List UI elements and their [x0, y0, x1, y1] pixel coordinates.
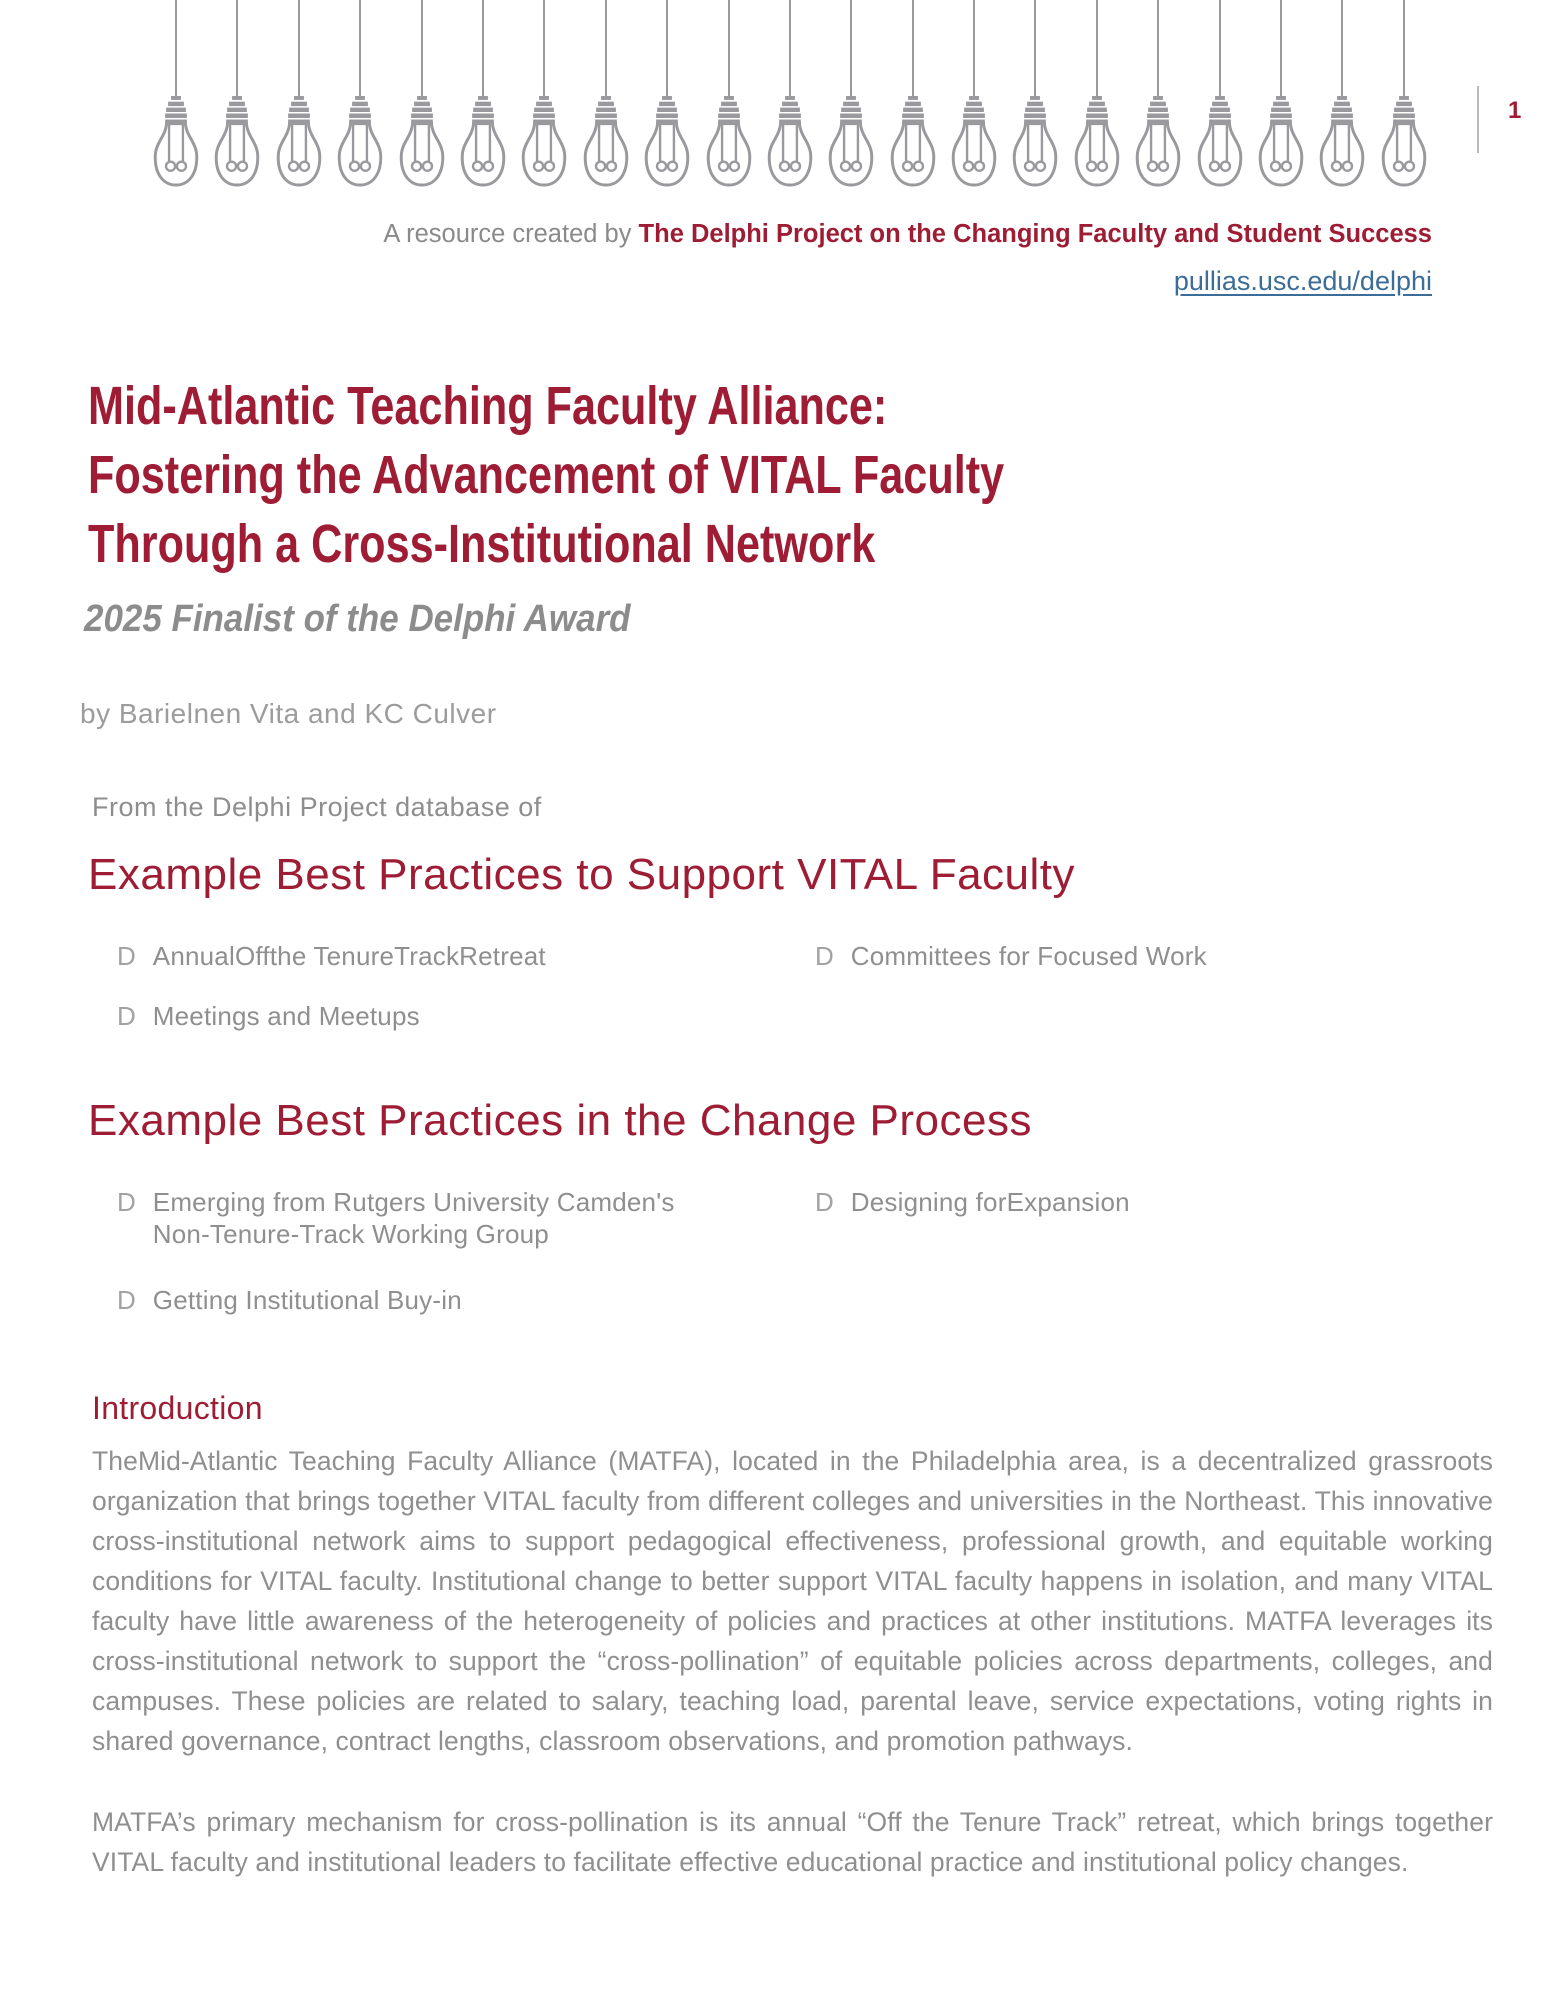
- lightbulb-icon: [823, 0, 879, 188]
- lightbulb-icon: [946, 0, 1002, 188]
- lightbulb-icon: [578, 0, 634, 188]
- list-item: [815, 940, 1458, 972]
- page-number: 1: [1508, 97, 1522, 124]
- lightbulb-icon: [701, 0, 757, 188]
- lightbulb-icon: [209, 0, 265, 188]
- resource-credit-prefix: A resource created by: [383, 220, 639, 248]
- list-item: [815, 1186, 1458, 1218]
- resource-credit-org: The Delphi Project on the Changing Faculty and Student Success: [638, 220, 1432, 248]
- bullet-glyph: D: [117, 1187, 136, 1217]
- lightbulb-icon: [1314, 0, 1370, 188]
- lightbulb-icon: [1192, 0, 1248, 188]
- byline: by Barielnen Vita and KC Culver: [80, 698, 497, 729]
- lightbulb-icon: [1069, 0, 1125, 188]
- bullet-glyph: D: [815, 1187, 834, 1217]
- lightbulb-icon: [332, 0, 388, 188]
- lightbulb-icon: [516, 0, 572, 188]
- list-item-label: Designing forExpansion: [850, 1187, 1130, 1217]
- lightbulb-icon: [1007, 0, 1063, 188]
- list-item-label: Getting Institutional Buy-in: [152, 1285, 462, 1315]
- lightbulb-icon: [639, 0, 695, 188]
- lightbulb-icon: [885, 0, 941, 188]
- list-item: [117, 1284, 815, 1316]
- list-item-label: Meetings and Meetups: [152, 1001, 420, 1031]
- document-title-line1: Mid-Atlantic Teaching Faculty Alliance:: [88, 376, 888, 436]
- lightbulb-icon: [148, 0, 204, 188]
- lightbulb-icon: [1253, 0, 1309, 188]
- list-item: [117, 940, 815, 972]
- list-item-label: AnnualOffthe TenureTrackRetreat: [152, 941, 546, 971]
- page-number-divider: [1477, 86, 1479, 153]
- lightbulb-icon: [455, 0, 511, 188]
- lightbulb-row: [148, 0, 1432, 188]
- introduction-paragraph-1: TheMid-Atlantic Teaching Faculty Alliance (MATFA), located in the Philadelphia area, is a decentralized grassroots organization that brings together VITAL faculty from different colleges and universities in the Northeast. This innovative cross-institutional network aims to support pedagogical effectiveness, professional growth, and equitable working conditions for VITAL faculty. Institutional change to better support VITAL faculty happens in isolation, and many VITAL faculty have little awareness of the heterogeneity of policies and practices at other institutions. MATFA leverages its cross-institutional network to support the “cross-pollination” of equitable policies across departments, colleges, and campuses. These policies are related to salary, teaching load, parental leave, service expectations, voting rights in shared governance, contract lengths, classroom observations, and promotion pathways.: [92, 1446, 1493, 1756]
- document-title-line2: Fostering the Advancement of VITAL Faculty: [88, 445, 1005, 505]
- lightbulb-icon: [1376, 0, 1432, 188]
- bullet-glyph: D: [117, 941, 136, 971]
- delphi-site-link[interactable]: pullias.usc.edu/delphi: [1173, 266, 1432, 296]
- section-title-support: Example Best Practices to Support VITAL Faculty: [88, 850, 1076, 899]
- introduction-heading: Introduction: [92, 1390, 263, 1426]
- document-title-line3: Through a Cross-Institutional Network: [88, 514, 876, 574]
- lightbulb-icon: [271, 0, 327, 188]
- document-title: [88, 372, 1004, 579]
- bullet-glyph: D: [117, 1285, 136, 1315]
- database-lead-text: From the Delphi Project database of: [92, 792, 542, 822]
- bullet-glyph: D: [815, 941, 834, 971]
- section-best-practices-support: [88, 850, 1458, 1032]
- list-item-label: Committees for Focused Work: [850, 941, 1207, 971]
- award-subtitle: 2025 Finalist of the Delphi Award: [84, 598, 631, 640]
- resource-credit-line: [383, 220, 1432, 249]
- section-title-change: Example Best Practices in the Change Process: [88, 1096, 1033, 1145]
- lightbulb-icon: [394, 0, 450, 188]
- list-item: [117, 1000, 815, 1032]
- section-best-practices-change: [88, 1096, 1458, 1316]
- introduction-paragraph-2: MATFA’s primary mechanism for cross-pollination is its annual “Off the Tenure Track” retreat, which brings together VITAL faculty and institutional leaders to facilitate effective educational practice and institutional policy changes.: [92, 1807, 1493, 1877]
- list-item: [117, 1186, 815, 1250]
- section-introduction: [92, 1390, 1493, 1882]
- bullet-glyph: D: [117, 1001, 136, 1031]
- list-item-label: Emerging from Rutgers University Camden's Non-Tenure-Track Working Group: [152, 1187, 675, 1249]
- lightbulb-icon: [762, 0, 818, 188]
- lightbulb-icon: [1130, 0, 1186, 188]
